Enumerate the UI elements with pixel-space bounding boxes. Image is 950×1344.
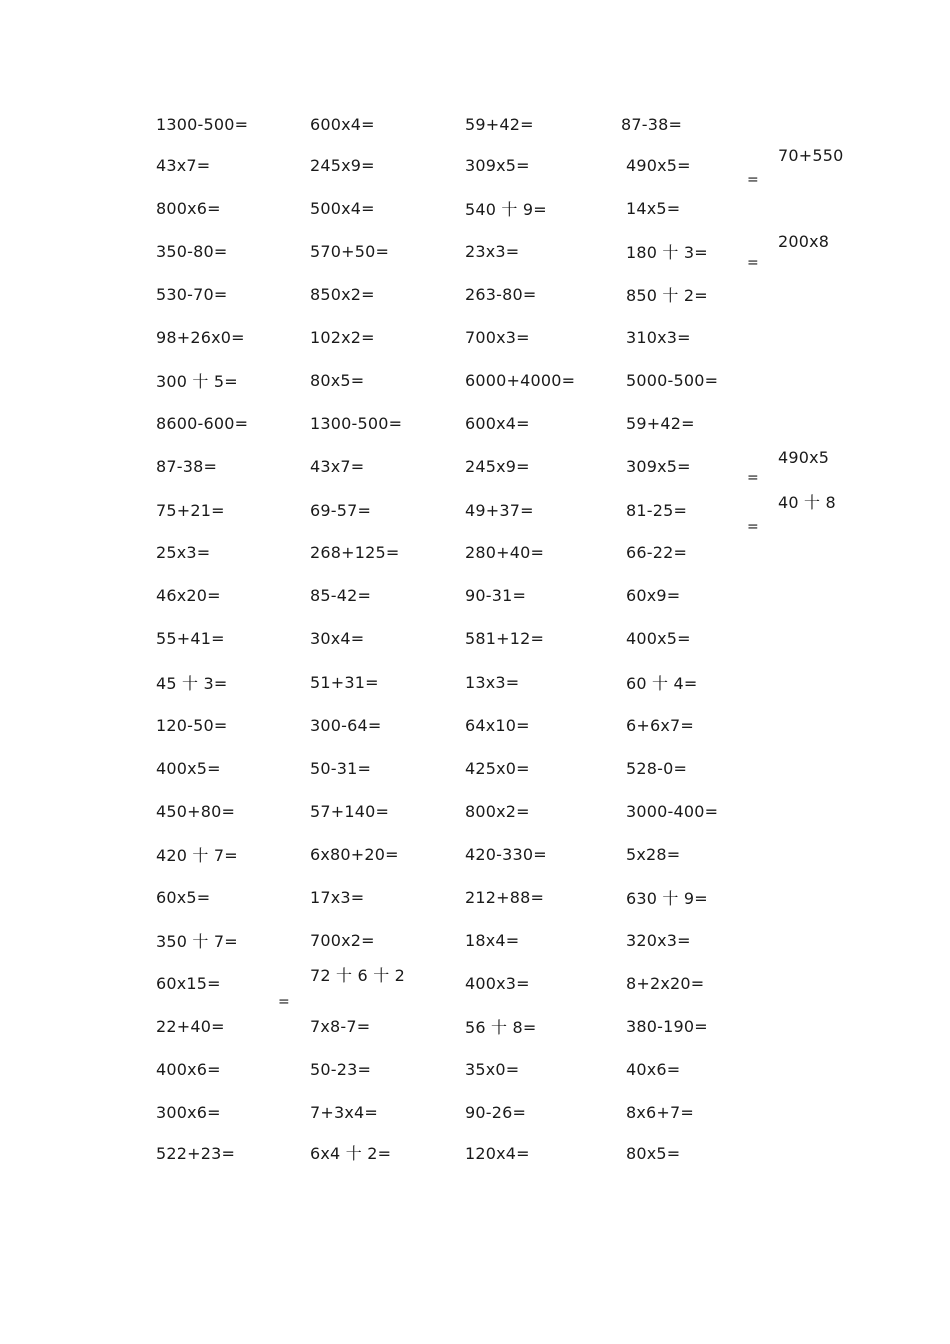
margin-problem: 490x5: [778, 448, 830, 467]
math-problem: 540 十 9=: [465, 200, 547, 219]
math-problem: 5x28=: [626, 845, 681, 864]
math-problem: 6+6x7=: [626, 716, 695, 735]
math-problem: 530-70=: [156, 285, 228, 304]
math-problem: 300-64=: [310, 716, 382, 735]
math-problem: 13x3=: [465, 673, 520, 692]
math-problem: 528-0=: [626, 759, 688, 778]
math-problem: 30x4=: [310, 629, 365, 648]
math-problem: 59+42=: [626, 414, 695, 433]
math-problem: 630 十 9=: [626, 889, 708, 908]
math-problem: 43x7=: [156, 156, 211, 175]
math-problem: 60x15=: [156, 974, 221, 993]
math-problem: 180 十 3=: [626, 243, 708, 262]
math-problem: 18x4=: [465, 931, 520, 950]
math-problem: 17x3=: [310, 888, 365, 907]
math-problem: 850x2=: [310, 285, 375, 304]
math-problem: 120x4=: [465, 1144, 530, 1163]
math-problem: 600x4=: [465, 414, 530, 433]
math-problem: 59+42=: [465, 115, 534, 134]
math-problem: 522+23=: [156, 1144, 236, 1163]
math-problem: 87-38=: [621, 115, 683, 134]
math-problem: 40x6=: [626, 1060, 681, 1079]
math-problem: 75+21=: [156, 501, 225, 520]
math-problem: 6x80+20=: [310, 845, 399, 864]
math-problem: 7+3x4=: [310, 1103, 379, 1122]
math-problem: 60 十 4=: [626, 674, 698, 693]
math-problem: 350-80=: [156, 242, 228, 261]
equals-sign: =: [747, 519, 759, 535]
math-problem: 69-57=: [310, 501, 372, 520]
math-problem: 310x3=: [626, 328, 691, 347]
math-problem: 72 十 6 十 2: [310, 966, 406, 985]
equals-sign: =: [747, 470, 759, 486]
math-problem: 500x4=: [310, 199, 375, 218]
math-problem: 60x9=: [626, 586, 681, 605]
math-problem: 450+80=: [156, 802, 236, 821]
math-problem: 35x0=: [465, 1060, 520, 1079]
math-problem: 570+50=: [310, 242, 390, 261]
math-problem: 8x6+7=: [626, 1103, 695, 1122]
math-problem: 600x4=: [310, 115, 375, 134]
math-problem: 850 十 2=: [626, 286, 708, 305]
math-problem: 51+31=: [310, 673, 379, 692]
margin-problem: 40 十 8: [778, 493, 836, 512]
math-problem: 300 十 5=: [156, 372, 238, 391]
equals-sign: =: [278, 994, 290, 1010]
math-problem: 380-190=: [626, 1017, 708, 1036]
math-problem: 400x5=: [626, 629, 691, 648]
math-problem: 25x3=: [156, 543, 211, 562]
math-problem: 60x5=: [156, 888, 211, 907]
math-problem: 300x6=: [156, 1103, 221, 1122]
math-problem: 14x5=: [626, 199, 681, 218]
math-problem: 66-22=: [626, 543, 688, 562]
math-problem: 280+40=: [465, 543, 545, 562]
math-problem: 268+125=: [310, 543, 400, 562]
math-problem: 90-26=: [465, 1103, 527, 1122]
math-problem: 98+26x0=: [156, 328, 245, 347]
math-problem: 400x3=: [465, 974, 530, 993]
math-problem: 7x8-7=: [310, 1017, 371, 1036]
math-problem: 400x5=: [156, 759, 221, 778]
math-problem: 245x9=: [465, 457, 530, 476]
math-problem: 80x5=: [310, 371, 365, 390]
math-problem: 87-38=: [156, 457, 218, 476]
math-problem: 700x2=: [310, 931, 375, 950]
math-problem: 50-31=: [310, 759, 372, 778]
margin-problem: 200x8: [778, 232, 830, 251]
math-problem: 80x5=: [626, 1144, 681, 1163]
math-problem: 56 十 8=: [465, 1018, 537, 1037]
math-problem: 1300-500=: [310, 414, 403, 433]
math-problem: 1300-500=: [156, 115, 249, 134]
math-problem: 5000-500=: [626, 371, 719, 390]
math-problem: 245x9=: [310, 156, 375, 175]
math-problem: 45 十 3=: [156, 674, 228, 693]
math-problem: 700x3=: [465, 328, 530, 347]
math-problem: 120-50=: [156, 716, 228, 735]
math-problem: 350 十 7=: [156, 932, 238, 951]
math-problem: 320x3=: [626, 931, 691, 950]
math-problem: 420-330=: [465, 845, 547, 864]
math-problem: 6x4 十 2=: [310, 1144, 392, 1163]
math-problem: 81-25=: [626, 501, 688, 520]
math-problem: 46x20=: [156, 586, 221, 605]
math-problem: 6000+4000=: [465, 371, 576, 390]
math-problem: 64x10=: [465, 716, 530, 735]
math-problem: 22+40=: [156, 1017, 225, 1036]
math-problem: 581+12=: [465, 629, 545, 648]
math-problem: 8+2x20=: [626, 974, 705, 993]
math-problem: 43x7=: [310, 457, 365, 476]
math-problem: 8600-600=: [156, 414, 249, 433]
math-problem: 400x6=: [156, 1060, 221, 1079]
math-problem: 800x6=: [156, 199, 221, 218]
equals-sign: =: [747, 172, 759, 188]
equals-sign: =: [747, 255, 759, 271]
math-problem: 90-31=: [465, 586, 527, 605]
math-problem: 309x5=: [626, 457, 691, 476]
math-problem: 263-80=: [465, 285, 537, 304]
math-problem: 102x2=: [310, 328, 375, 347]
margin-problem: 70+550: [778, 146, 844, 165]
math-problem: 490x5=: [626, 156, 691, 175]
math-problem: 3000-400=: [626, 802, 719, 821]
math-problem: 57+140=: [310, 802, 390, 821]
math-problem: 212+88=: [465, 888, 545, 907]
math-problem: 425x0=: [465, 759, 530, 778]
math-problem: 55+41=: [156, 629, 225, 648]
math-problem: 420 十 7=: [156, 846, 238, 865]
math-problem: 23x3=: [465, 242, 520, 261]
math-problem: 49+37=: [465, 501, 534, 520]
math-problem: 800x2=: [465, 802, 530, 821]
math-problem: 50-23=: [310, 1060, 372, 1079]
math-problem: 309x5=: [465, 156, 530, 175]
math-problem: 85-42=: [310, 586, 372, 605]
